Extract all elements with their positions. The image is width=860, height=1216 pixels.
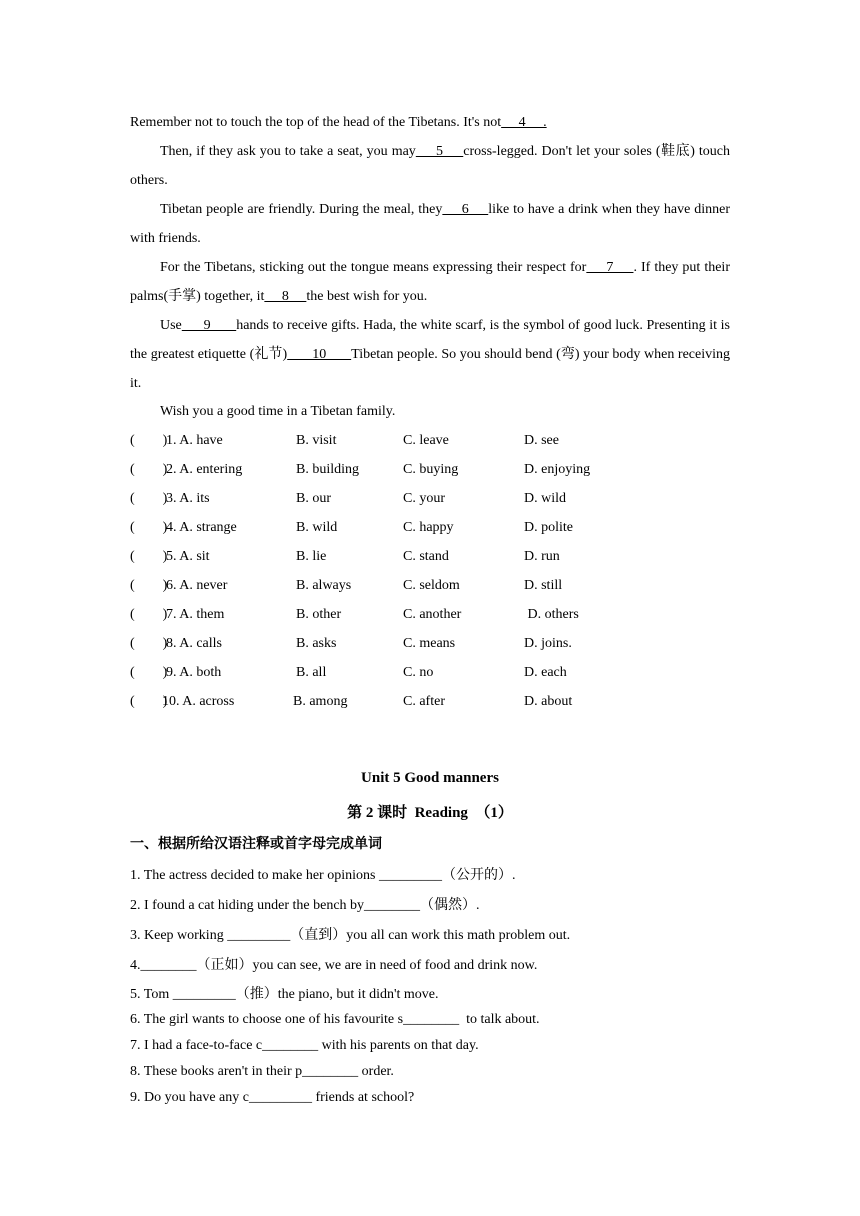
option-c: C. no: [403, 665, 434, 680]
question-3: 3. Keep working _________（直到）you all can work this math problem out.: [130, 928, 571, 943]
paragraph-text: . If they put their palms(手掌) together, it: [130, 260, 730, 304]
option-d: D. run: [524, 549, 560, 564]
answer-bracket[interactable]: ( ): [130, 607, 168, 622]
option-b: B. wild: [296, 520, 338, 535]
option-b: B. building: [296, 462, 360, 477]
unit-title: Unit 5 Good manners: [361, 770, 499, 786]
blank-4: 4 .: [501, 115, 547, 130]
passage-paragraph-6: Wish you a good time in a Tibetan family.: [160, 404, 396, 419]
question-9: 9. Do you have any c_________ friends at school?: [130, 1090, 415, 1105]
option-a: 6. A. never: [166, 578, 228, 593]
passage-paragraph-2: [130, 137, 730, 195]
blank-6: 6: [442, 202, 489, 217]
option-b: B. visit: [296, 433, 337, 448]
passage-paragraph-5: [130, 311, 730, 398]
blank-8: 8: [264, 289, 307, 304]
option-b: B. among: [293, 694, 348, 709]
passage-paragraph-3: [130, 195, 730, 253]
option-c: C. happy: [403, 520, 454, 535]
blank-7: 7: [586, 260, 634, 275]
option-a: 4. A. strange: [166, 520, 237, 535]
option-c: C. stand: [403, 549, 449, 564]
option-a: 8. A. calls: [166, 636, 222, 651]
option-a: 3. A. its: [166, 491, 210, 506]
option-d: D. polite: [524, 520, 573, 535]
paragraph-text: Tibetan people are friendly. During the meal, they: [160, 202, 443, 217]
passage-paragraph-4: [130, 253, 730, 311]
answer-bracket[interactable]: ( ): [130, 694, 168, 709]
paragraph-text: cross-legged. Don't let your soles (鞋底) touch others.: [130, 144, 731, 188]
section-title: 一、根据所给汉语注释或首字母完成单词: [130, 836, 382, 852]
option-c: C. your: [403, 491, 445, 506]
option-b: B. asks: [296, 636, 337, 651]
option-c: C. buying: [403, 462, 459, 477]
answer-bracket[interactable]: ( ): [130, 578, 168, 593]
option-b: B. all: [296, 665, 327, 680]
answer-bracket[interactable]: ( ): [130, 462, 168, 477]
option-d: D. still: [524, 578, 563, 593]
option-a: 1. A. have: [166, 433, 223, 448]
question-6: 6. The girl wants to choose one of his favourite s________ to talk about.: [130, 1012, 540, 1027]
question-7: 7. I had a face-to-face c________ with his parents on that day.: [130, 1038, 479, 1053]
question-1: 1. The actress decided to make her opinions _________（公开的）.: [130, 868, 516, 883]
option-b: B. other: [296, 607, 342, 622]
blank-9: 9: [181, 318, 237, 333]
option-a: 9. A. both: [166, 665, 222, 680]
blank-5: 5: [415, 144, 464, 159]
answer-bracket[interactable]: ( ): [130, 665, 168, 680]
question-2: 2. I found a cat hiding under the bench by________（偶然）.: [130, 898, 480, 913]
question-8: 8. These books aren't in their p________ order.: [130, 1064, 394, 1079]
question-5: 5. Tom _________（推）the piano, but it didn't move.: [130, 987, 439, 1002]
option-d: D. about: [524, 694, 573, 709]
option-d: D. wild: [524, 491, 566, 506]
question-4: 4.________（正如）you can see, we are in need of food and drink now.: [130, 958, 538, 973]
paragraph-text: the best wish for you.: [306, 289, 428, 304]
option-d: D. each: [524, 665, 567, 680]
answer-bracket[interactable]: ( ): [130, 549, 168, 564]
answer-bracket[interactable]: ( ): [130, 491, 168, 506]
paragraph-text: like to have a drink when they have dinner with friends.: [130, 202, 730, 246]
option-a: 2. A. entering: [166, 462, 243, 477]
option-c: C. means: [403, 636, 456, 651]
option-d: D. joins.: [524, 636, 572, 651]
option-c: C. leave: [403, 433, 449, 448]
paragraph-text: Then, if they ask you to take a seat, you may: [160, 144, 416, 159]
answer-bracket[interactable]: ( ): [130, 520, 168, 535]
blank-10: 10: [287, 347, 352, 362]
paragraph-text: Use: [160, 318, 182, 333]
option-a: 7. A. them: [166, 607, 225, 622]
option-b: B. lie: [296, 549, 327, 564]
paragraph-text: hands to receive gifts. Hada, the white scarf, is the symbol of good luck. Presenting it is the greatest etiquette (礼节): [130, 318, 731, 362]
option-a: 10. A. across: [162, 694, 235, 709]
paragraph-text: Remember not to touch the top of the head of the Tibetans. It's not: [130, 115, 502, 130]
lesson-title: 第 2 课时 Reading （1）: [347, 805, 513, 821]
answer-bracket[interactable]: ( ): [130, 636, 168, 651]
answer-bracket[interactable]: ( ): [130, 433, 168, 448]
paragraph-text: For the Tibetans, sticking out the tongue means expressing their respect for: [160, 260, 587, 275]
option-b: B. our: [296, 491, 331, 506]
paragraph-text: Tibetan people. So you should bend (弯) your body when receiving it.: [130, 347, 730, 391]
option-b: B. always: [296, 578, 352, 593]
option-d: D. others: [524, 607, 579, 622]
option-c: C. after: [403, 694, 445, 709]
passage-paragraph-1: [130, 108, 730, 137]
option-d: D. enjoying: [524, 462, 591, 477]
option-a: 5. A. sit: [166, 549, 210, 564]
option-c: C. seldom: [403, 578, 460, 593]
option-d: D. see: [524, 433, 559, 448]
option-c: C. another: [403, 607, 462, 622]
